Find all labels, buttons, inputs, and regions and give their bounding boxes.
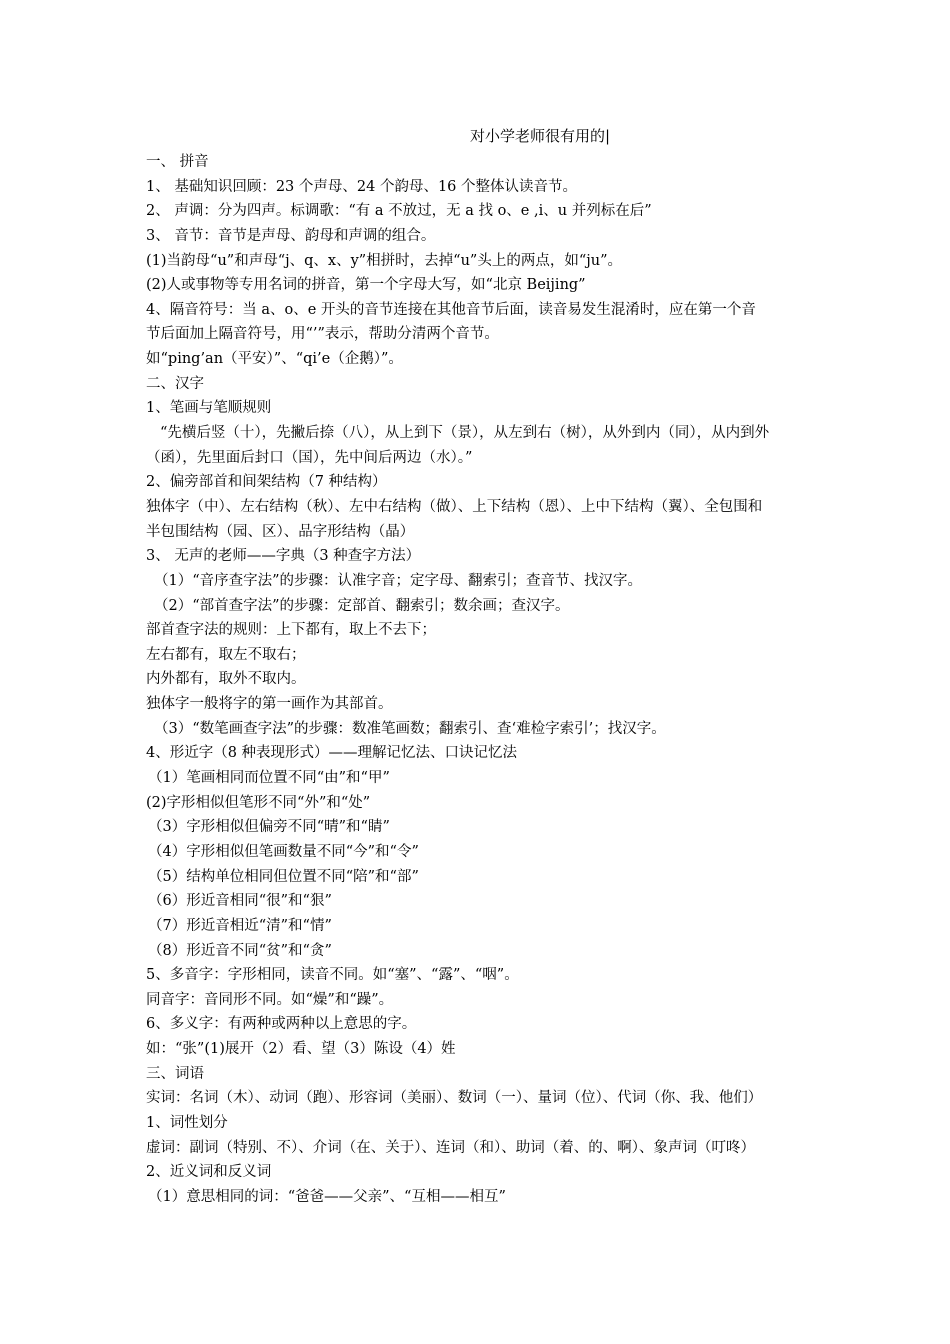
text-line: 5、多音字：字形相同，读音不同。如“塞”、“露”、“咽”。 <box>146 967 519 984</box>
text-line: 独体字（中）、左右结构（秋）、左中右结构（做）、上下结构（恩）、上中下结构（翼）、全包围和 <box>146 498 763 515</box>
text-line: 独体字一般将字的第一画作为其部首。 <box>146 696 393 713</box>
text-line: （函），先里面后封口（国），先中间后两边（水）。” <box>146 449 473 466</box>
text-line: 2、偏旁部首和间架结构（7 种结构） <box>146 474 387 491</box>
text-line: （2）“部首查字法”的步骤：定部首、翻索引；数余画；查汉字。 <box>154 597 570 614</box>
text-line: 2、近义词和反义词 <box>146 1164 272 1181</box>
text-line: 左右都有，取左不取右； <box>146 646 306 663</box>
text-line: （5）结构单位相同但位置不同“陪”和“部” <box>148 868 419 885</box>
text-line: （3）字形相似但偏旁不同“晴”和“睛” <box>148 819 390 836</box>
text-line: 虚词：副词（特别、不）、介词（在、关于）、连词（和）、助词（着、的、啊）、象声词（叮咚） <box>146 1139 755 1156</box>
text-line: (2)字形相似但笔形不同“外”和“处” <box>146 794 371 811</box>
text-line: 1、词性划分 <box>146 1114 228 1131</box>
text-line: （3）“数笔画查字法”的步骤：数准笔画数；翻索引、查‘难检字索引’；找汉字。 <box>154 720 666 737</box>
text-line: 如：“张”(1)展开（2）看、望（3）陈设（4）姓 <box>146 1041 456 1058</box>
text-line: 内外都有，取外不取内。 <box>146 671 306 688</box>
text-line: 部首查字法的规则：上下都有，取上不去下； <box>146 622 436 639</box>
text-line: “先横后竖（十），先撇后捺（八），从上到下（景），从左到右（树），从外到内（同），从内到外 <box>160 425 770 442</box>
text-line: (2)人或事物等专用名词的拼音，第一个字母大写，如“北京 Beijing” <box>146 277 586 294</box>
text-line: 1、笔画与笔顺规则 <box>146 400 272 417</box>
text-line: （7）形近音相近“清”和“情” <box>148 917 332 934</box>
text-line: （1）笔画相同而位置不同“由”和“甲” <box>148 770 390 787</box>
text-line: (1)当韵母“u”和声母“j、q、x、y”相拼时，去掉“u”头上的两点，如“ju”。 <box>146 252 622 269</box>
text-line: 3、 音节：音节是声母、韵母和声调的组合。 <box>146 227 436 244</box>
text-line: （8）形近音不同“贫”和“贪” <box>148 942 332 959</box>
text-line: 同音字：音同形不同。如“燥”和“躁”。 <box>146 991 394 1008</box>
text-line: 节后面加上隔音符号，用“’”表示，帮助分清两个音节。 <box>146 326 499 343</box>
text-line: 3、 无声的老师——字典（3 种查字方法） <box>146 548 421 565</box>
text-line: 1、 基础知识回顾：23 个声母、24 个韵母、16 个整体认读音节。 <box>146 178 578 195</box>
text-line: 2、 声调：分为四声。标调歌：“有 a 不放过，无 a 找 o、e ,i、u 并列标在后” <box>146 203 652 220</box>
section-heading-ciyu: 三、词语 <box>146 1065 204 1082</box>
text-line: 4、隔音符号：当 a、o、e 开头的音节连接在其他音节后面，读音易发生混淆时，应在第一个音 <box>146 301 756 318</box>
document-title: 对小学老师很有用的| <box>469 127 611 145</box>
text-line: 如“ping’an（平安）”、“qi’e（企鹅）”。 <box>146 351 403 368</box>
section-heading-hanzi: 二、汉字 <box>146 375 204 392</box>
document-body <box>146 150 816 1210</box>
text-line: 实词：名词（木）、动词（跑）、形容词（美丽）、数词（一）、量词（位）、代词（你、我、他们） <box>146 1090 763 1107</box>
section-heading-pinyin: 一、 拼音 <box>146 154 209 170</box>
text-line: （6）形近音相同“很”和“狠” <box>148 893 332 910</box>
text-line: （1）意思相同的词：“爸爸——父亲”、“互相——相互” <box>148 1188 506 1205</box>
text-line: 6、多义字：有两种或两种以上意思的字。 <box>146 1016 417 1033</box>
text-line: （1）“音序查字法”的步骤：认准字音；定字母、翻索引；查音节、找汉字。 <box>154 572 643 589</box>
text-line: （4）字形相似但笔画数量不同“今”和“令” <box>148 843 419 860</box>
text-line: 半包围结构（园、区）、品字形结构（晶） <box>146 523 415 540</box>
text-line: 4、形近字（8 种表现形式）——理解记忆法、口诀记忆法 <box>146 745 518 762</box>
